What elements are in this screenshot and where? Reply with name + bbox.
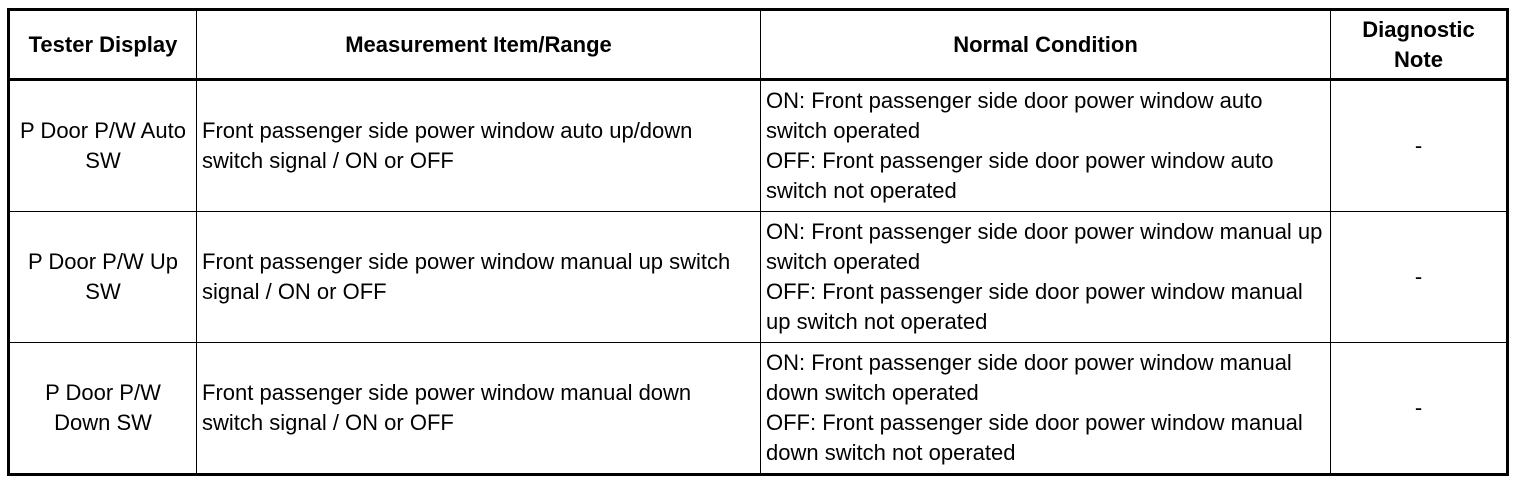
header-normal-condition: Normal Condition bbox=[761, 10, 1331, 80]
tester-display-cell: P Door P/W Auto SW bbox=[9, 80, 197, 212]
normal-off-text: OFF: Front passenger side door power window auto switch not operated bbox=[766, 148, 1274, 203]
measurement-cell: Front passenger side power window manual up switch signal / ON or OFF bbox=[197, 212, 761, 343]
data-list-table bbox=[7, 8, 1509, 476]
normal-on-text: ON: Front passenger side door power window manual up switch operated bbox=[766, 219, 1323, 274]
normal-on-text: ON: Front passenger side door power window auto switch operated bbox=[766, 88, 1263, 143]
diagnostic-note-cell: - bbox=[1331, 80, 1508, 212]
tester-display-cell: P Door P/W Up SW bbox=[9, 212, 197, 343]
header-tester-display: Tester Display bbox=[9, 10, 197, 80]
table-row bbox=[9, 343, 1508, 475]
table-row bbox=[9, 212, 1508, 343]
diagnostic-note-cell: - bbox=[1331, 212, 1508, 343]
normal-condition-cell bbox=[761, 343, 1331, 475]
measurement-cell: Front passenger side power window manual down switch signal / ON or OFF bbox=[197, 343, 761, 475]
table-row bbox=[9, 80, 1508, 212]
normal-off-text: OFF: Front passenger side door power window manual down switch not operated bbox=[766, 410, 1303, 465]
tester-display-cell: P Door P/W Down SW bbox=[9, 343, 197, 475]
diagnostic-note-cell: - bbox=[1331, 343, 1508, 475]
normal-off-text: OFF: Front passenger side door power window manual up switch not operated bbox=[766, 279, 1303, 334]
header-diagnostic-note: Diagnostic Note bbox=[1331, 10, 1508, 80]
normal-condition-cell bbox=[761, 80, 1331, 212]
normal-on-text: ON: Front passenger side door power window manual down switch operated bbox=[766, 350, 1292, 405]
header-measurement: Measurement Item/Range bbox=[197, 10, 761, 80]
header-row bbox=[9, 10, 1508, 80]
normal-condition-cell bbox=[761, 212, 1331, 343]
measurement-cell: Front passenger side power window auto up/down switch signal / ON or OFF bbox=[197, 80, 761, 212]
